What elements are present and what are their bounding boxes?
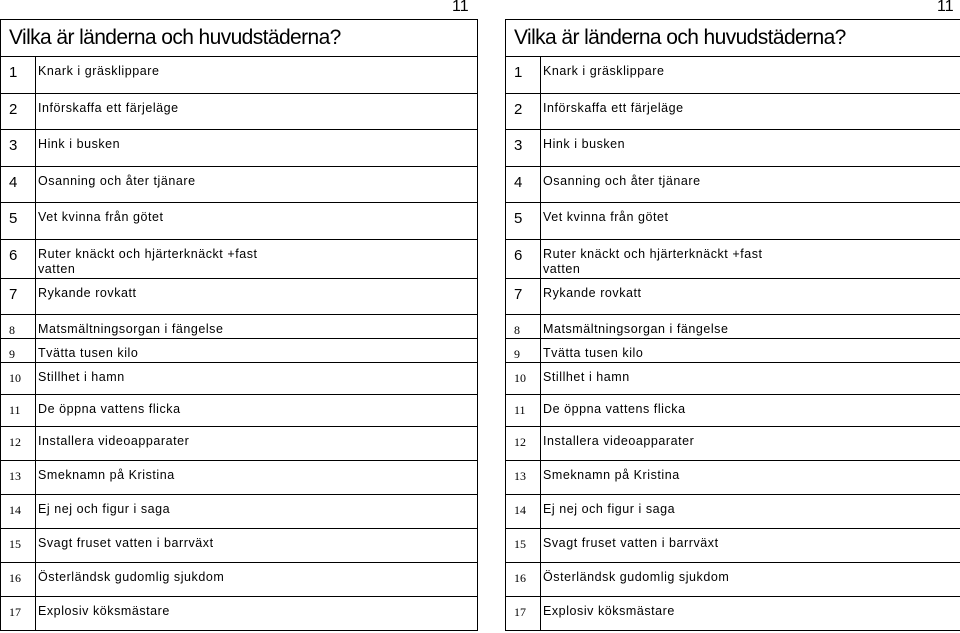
question-text: Tvätta tusen kilo <box>38 346 139 360</box>
question-text: Stillhet i hamn <box>38 370 125 384</box>
question-row <box>506 314 960 338</box>
page-number-right: 11 <box>937 0 954 15</box>
question-text: Ej nej och figur i saga <box>38 502 171 516</box>
question-text: Svagt fruset vatten i barrväxt <box>543 536 719 550</box>
question-number: 2 <box>1 94 36 129</box>
question-text: De öppna vattens flicka <box>38 402 181 416</box>
question-number: 7 <box>506 279 541 314</box>
question-text: Rykande rovkatt <box>543 286 642 300</box>
question-text: Tvätta tusen kilo <box>543 346 644 360</box>
question-text: Explosiv köksmästare <box>38 604 170 618</box>
question-row <box>506 56 960 93</box>
question-row <box>506 239 960 278</box>
question-number: 3 <box>506 130 541 166</box>
question-number: 5 <box>1 203 36 239</box>
question-row <box>506 426 960 460</box>
question-text: Österländsk gudomlig sjukdom <box>543 570 730 584</box>
question-number: 10 <box>506 363 541 394</box>
question-text: Matsmältningsorgan i fängelse <box>38 322 224 336</box>
question-text: Rykande rovkatt <box>38 286 137 300</box>
question-number: 5 <box>506 203 541 239</box>
question-text: Smeknamn på Kristina <box>38 468 175 482</box>
question-text: Knark i gräsklippare <box>38 64 160 78</box>
question-row <box>1 278 477 314</box>
question-row <box>1 93 477 129</box>
question-number: 14 <box>506 495 541 528</box>
question-text: Hink i busken <box>543 137 626 151</box>
question-number: 2 <box>506 94 541 129</box>
question-text: Svagt fruset vatten i barrväxt <box>38 536 214 550</box>
question-number: 7 <box>1 279 36 314</box>
question-row <box>506 338 960 362</box>
page-number-left: 11 <box>452 0 469 15</box>
question-row <box>1 166 477 202</box>
question-number: 13 <box>506 461 541 494</box>
question-number: 17 <box>1 597 36 631</box>
question-row <box>1 202 477 239</box>
question-number: 11 <box>506 395 541 426</box>
question-row <box>506 562 960 596</box>
quiz-sheet-right <box>505 19 960 631</box>
question-row <box>1 426 477 460</box>
question-row <box>1 56 477 93</box>
question-row <box>506 202 960 239</box>
question-text: Osanning och åter tjänare <box>543 174 701 188</box>
question-text: Införskaffa ett färjeläge <box>38 101 179 115</box>
question-text: Installera videoapparater <box>38 434 190 448</box>
quiz-title: Vilka är länderna och huvudstäderna? <box>9 26 341 49</box>
question-number: 16 <box>1 563 36 596</box>
question-row <box>1 528 477 562</box>
question-text: De öppna vattens flicka <box>543 402 686 416</box>
question-number: 1 <box>1 57 36 93</box>
question-number: 4 <box>506 167 541 202</box>
question-row <box>1 596 477 631</box>
question-row <box>1 494 477 528</box>
question-number: 8 <box>1 315 36 338</box>
question-number: 11 <box>1 395 36 426</box>
question-number: 6 <box>506 240 541 278</box>
question-text: Införskaffa ett färjeläge <box>543 101 684 115</box>
question-row <box>1 460 477 494</box>
question-number: 17 <box>506 597 541 631</box>
question-row <box>506 93 960 129</box>
question-number: 4 <box>1 167 36 202</box>
question-number: 14 <box>1 495 36 528</box>
question-text: Vet kvinna från götet <box>543 210 669 224</box>
quiz-sheet-left <box>0 19 478 631</box>
question-row <box>506 278 960 314</box>
question-row <box>1 314 477 338</box>
quiz-title: Vilka är länderna och huvudstäderna? <box>514 26 846 49</box>
question-text: Smeknamn på Kristina <box>543 468 680 482</box>
question-number: 9 <box>1 339 36 362</box>
question-number: 3 <box>1 130 36 166</box>
question-number: 15 <box>1 529 36 562</box>
question-number: 9 <box>506 339 541 362</box>
question-number: 16 <box>506 563 541 596</box>
question-row <box>506 596 960 631</box>
question-row <box>506 129 960 166</box>
question-number: 10 <box>1 363 36 394</box>
question-row <box>506 528 960 562</box>
question-text: Ej nej och figur i saga <box>543 502 676 516</box>
question-row <box>1 129 477 166</box>
question-text: Knark i gräsklippare <box>543 64 665 78</box>
question-text: Vet kvinna från götet <box>38 210 164 224</box>
question-row <box>1 362 477 394</box>
question-row <box>506 494 960 528</box>
question-text: Installera videoapparater <box>543 434 695 448</box>
question-text: Österländsk gudomlig sjukdom <box>38 570 225 584</box>
question-text: Matsmältningsorgan i fängelse <box>543 322 729 336</box>
question-row <box>1 338 477 362</box>
question-number: 12 <box>506 427 541 460</box>
question-row <box>506 394 960 426</box>
question-row <box>506 460 960 494</box>
question-text: Explosiv köksmästare <box>543 604 675 618</box>
question-text: Hink i busken <box>38 137 121 151</box>
question-text: Osanning och åter tjänare <box>38 174 196 188</box>
question-number: 15 <box>506 529 541 562</box>
question-number: 1 <box>506 57 541 93</box>
question-row <box>506 166 960 202</box>
question-number: 12 <box>1 427 36 460</box>
question-text: Ruter knäckt och hjärterknäckt +fast vatten <box>38 247 258 276</box>
question-text: Ruter knäckt och hjärterknäckt +fast vatten <box>543 247 763 276</box>
question-row <box>506 362 960 394</box>
question-row <box>1 394 477 426</box>
question-number: 13 <box>1 461 36 494</box>
question-number: 6 <box>1 240 36 278</box>
question-text: Stillhet i hamn <box>543 370 630 384</box>
question-row <box>1 239 477 278</box>
question-row <box>1 562 477 596</box>
question-number: 8 <box>506 315 541 338</box>
